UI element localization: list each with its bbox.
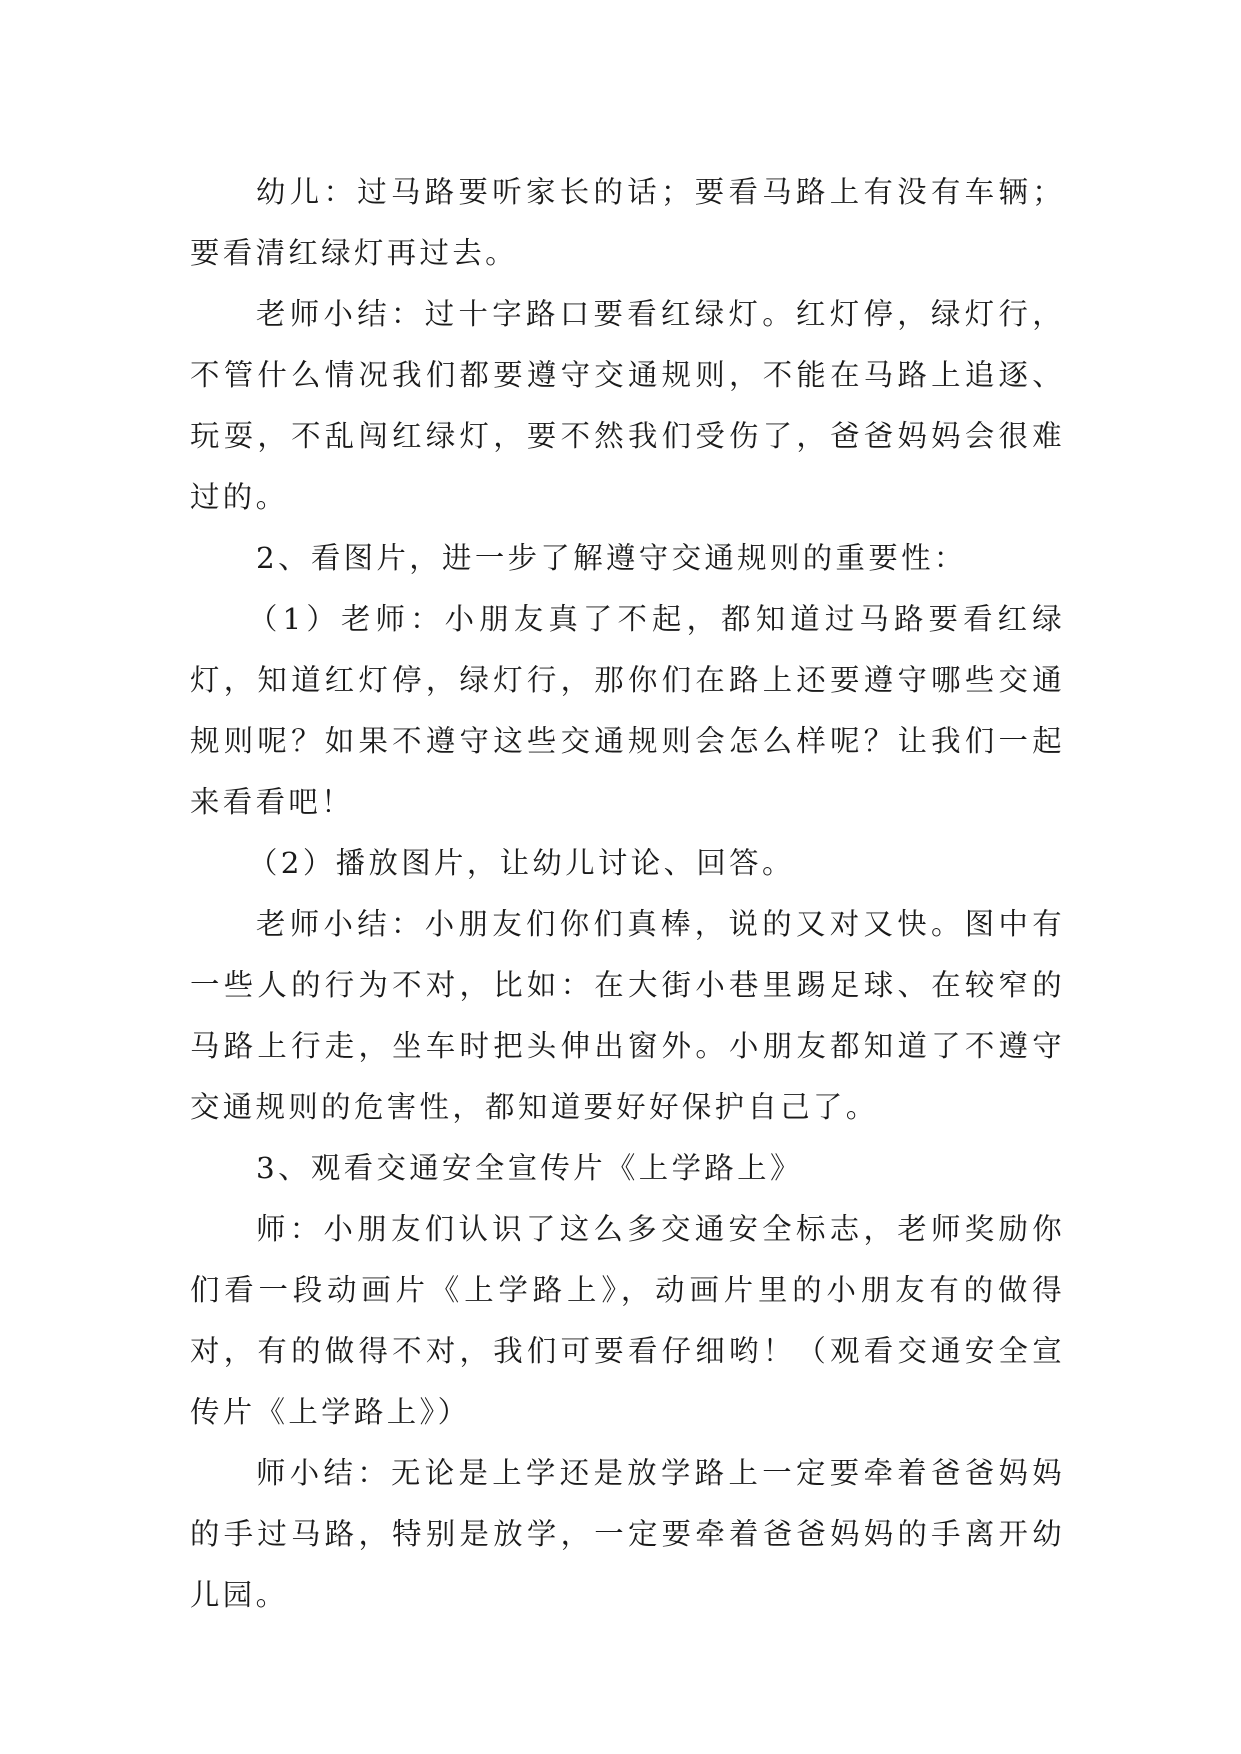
paragraph-teacher-summary-3: 师小结：无论是上学还是放学路上一定要牵着爸爸妈妈的手过马路，特别是放学，一定要牵着爸爸妈妈的手离开幼儿园。 [190,1456,1065,1612]
paragraph-step-3-heading: 3、观看交通安全宣传片《上学路上》 [256,1151,803,1185]
paragraph-child-answer: 幼儿：过马路要听家长的话；要看马路上有没有车辆；要看清红绿灯再过去。 [190,175,1065,270]
paragraph-step-2-item-1: （1）老师：小朋友真了不起，都知道过马路要看红绿灯，知道红灯停，绿灯行，那你们在路上还要遵守哪些交通规则呢？如果不遵守这些交通规则会怎么样呢？让我们一起来看看吧！ [190,602,1065,819]
document-body [190,162,1065,1626]
paragraph-step-2-item-2: （2）播放图片，让幼儿讨论、回答。 [248,846,795,880]
paragraph-teacher-summary-2: 老师小结：小朋友们你们真棒，说的又对又快。图中有一些人的行为不对，比如：在大街小巷里踢足球、在较窄的马路上行走，坐车时把头伸出窗外。小朋友都知道了不遵守交通规则的危害性，都知道要好好保护自己了。 [190,907,1065,1124]
paragraph-step-2-heading: 2、看图片，进一步了解遵守交通规则的重要性： [256,541,967,575]
paragraph-teacher-summary-1: 老师小结：过十字路口要看红绿灯。红灯停，绿灯行，不管什么情况我们都要遵守交通规则，不能在马路上追逐、玩耍，不乱闯红绿灯，要不然我们受伤了，爸爸妈妈会很难过的。 [190,297,1065,514]
paragraph-teacher-video: 师：小朋友们认识了这么多交通安全标志，老师奖励你们看一段动画片《上学路上》，动画片里的小朋友有的做得对，有的做得不对，我们可要看仔细哟！（观看交通安全宣传片《上学路上》） [190,1212,1065,1429]
